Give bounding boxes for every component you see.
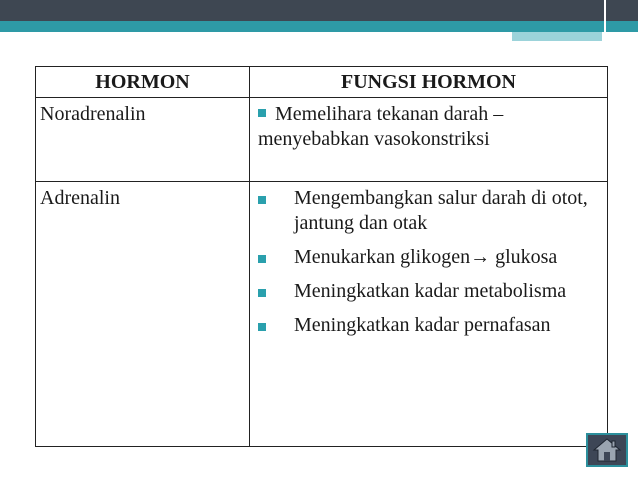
function-text: Memelihara tekanan darah – menyebabkan vasokonstriksi bbox=[258, 103, 504, 150]
home-button[interactable] bbox=[586, 433, 628, 467]
hormone-function-cell bbox=[250, 98, 608, 182]
list-item bbox=[258, 186, 601, 236]
list-item bbox=[258, 313, 601, 338]
table-header-row bbox=[36, 67, 608, 98]
table-row bbox=[36, 182, 608, 447]
function-text: Meningkatkan kadar pernafasan bbox=[294, 314, 551, 336]
square-bullet-icon bbox=[258, 255, 266, 263]
table-row bbox=[36, 98, 608, 182]
header-band-dark bbox=[0, 0, 638, 21]
header-accent-line bbox=[604, 0, 606, 42]
header-fungsi-hormon: FUNGSI HORMON bbox=[250, 67, 608, 98]
header-band-accent bbox=[512, 32, 602, 41]
square-bullet-icon bbox=[258, 289, 266, 297]
square-bullet-icon bbox=[258, 196, 266, 204]
hormone-name: Adrenalin bbox=[36, 182, 250, 447]
function-text: Meningkatkan kadar metabolisma bbox=[294, 280, 567, 302]
header-hormon: HORMON bbox=[36, 67, 250, 98]
header-band-teal bbox=[0, 21, 638, 32]
square-bullet-icon bbox=[258, 109, 266, 117]
hormone-function-cell bbox=[250, 182, 608, 447]
function-text: Menukarkan glikogen→ glukosa bbox=[294, 246, 558, 268]
function-list bbox=[258, 186, 601, 338]
square-bullet-icon bbox=[258, 323, 266, 331]
hormone-name: Noradrenalin bbox=[36, 98, 250, 182]
list-item bbox=[258, 245, 601, 270]
function-text: Mengembangkan salur darah di otot, jantung dan otak bbox=[294, 187, 588, 234]
list-item bbox=[258, 279, 601, 304]
hormone-table bbox=[35, 66, 608, 447]
home-icon bbox=[592, 437, 622, 463]
